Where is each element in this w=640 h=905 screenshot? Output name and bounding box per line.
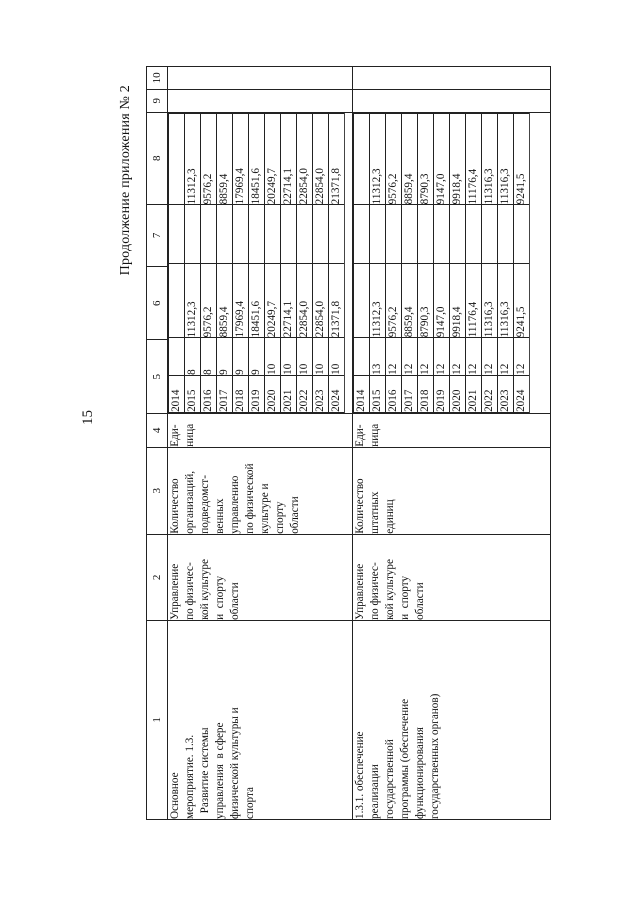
header-cell: 8 (147, 112, 168, 204)
count-cell: 12 (450, 338, 466, 376)
text-line: 1.3.1. обеспечение (354, 731, 366, 819)
year-cell: 2020 (450, 375, 466, 412)
amount-total-cell: 9918,4 (450, 113, 466, 205)
count-cell: 12 (434, 338, 450, 376)
year-row (434, 113, 450, 412)
amount-cell: 22854,0 (313, 264, 329, 338)
count-cell (169, 338, 185, 376)
year-row (386, 113, 402, 412)
text-line: кой культуре (199, 559, 211, 620)
col7-cell (450, 205, 466, 264)
responsible-cell (168, 534, 353, 620)
text-line: программы (обеспечение (399, 698, 411, 819)
count-cell: 12 (482, 338, 498, 376)
text-line: реализации (369, 764, 381, 819)
text-line: подведомст- (199, 475, 211, 534)
col7-cell (402, 205, 418, 264)
amount-total-cell: 22714,1 (281, 113, 297, 205)
unit-cell (353, 413, 551, 447)
year-row (354, 113, 370, 412)
col7-cell (329, 205, 345, 264)
amount-cell: 9147,0 (434, 264, 450, 338)
year-row (281, 113, 297, 412)
header-cell: 6 (147, 267, 168, 340)
header-cell: 2 (147, 534, 168, 620)
year-cell: 2019 (249, 375, 265, 412)
col7-cell (249, 205, 265, 264)
header-cell: 5 (147, 340, 168, 413)
year-row (265, 113, 281, 412)
amount-cell: 8859,4 (217, 264, 233, 338)
year-cell: 2024 (514, 375, 530, 412)
continuation-caption: Продолжение приложения № 2 (118, 85, 133, 276)
col7-cell (297, 205, 313, 264)
text-line: спорта (244, 787, 256, 819)
col7-cell (201, 205, 217, 264)
count-cell: 12 (418, 338, 434, 376)
year-cell: 2021 (281, 375, 297, 412)
amount-cell: 11316,3 (482, 264, 498, 338)
text-line: кой культуре (384, 559, 396, 620)
count-cell: 10 (281, 338, 297, 376)
col7-cell (370, 205, 386, 264)
text-line: государственной (384, 739, 396, 819)
amount-cell: 22714,1 (281, 264, 297, 338)
amount-total-cell (169, 113, 185, 205)
values-cell (168, 112, 353, 413)
amount-total-cell: 9576,2 (201, 113, 217, 205)
text-line: культуре и (259, 483, 271, 534)
year-row (313, 113, 329, 412)
text-line: Управление (169, 563, 181, 620)
amount-total-cell: 17969,4 (233, 113, 249, 205)
amount-total-cell: 21371,8 (329, 113, 345, 205)
col7-cell (514, 205, 530, 264)
year-cell: 2018 (233, 375, 249, 412)
responsible-cell (353, 534, 551, 620)
year-cell: 2015 (370, 375, 386, 412)
year-cell: 2021 (466, 375, 482, 412)
year-row (514, 113, 530, 412)
amount-cell (354, 264, 370, 338)
year-cell: 2024 (329, 375, 345, 412)
header-cell: 7 (147, 204, 168, 266)
amount-cell: 9241,5 (514, 264, 530, 338)
text-line: Управление (354, 563, 366, 620)
col7-cell (281, 205, 297, 264)
amount-total-cell: 8790,3 (418, 113, 434, 205)
amount-cell: 11312,3 (370, 264, 386, 338)
values-subtable (168, 113, 345, 413)
amount-total-cell: 18451,6 (249, 113, 265, 205)
col7-cell (386, 205, 402, 264)
year-row (482, 113, 498, 412)
col7-cell (466, 205, 482, 264)
text-line: штатных (369, 491, 381, 534)
count-cell: 10 (265, 338, 281, 376)
amount-total-cell: 22854,0 (297, 113, 313, 205)
amount-total-cell: 20249,7 (265, 113, 281, 205)
text-line: области (229, 582, 241, 620)
year-row (201, 113, 217, 412)
amount-cell: 8859,4 (402, 264, 418, 338)
year-row (185, 113, 201, 412)
amount-cell: 20249,7 (265, 264, 281, 338)
count-cell: 12 (402, 338, 418, 376)
amount-total-cell (354, 113, 370, 205)
appendix-table (146, 66, 551, 820)
col7-cell (169, 205, 185, 264)
amount-total-cell: 9576,2 (386, 113, 402, 205)
amount-total-cell: 11312,3 (370, 113, 386, 205)
empty-cell (353, 67, 551, 90)
header-cell: 1 (147, 620, 168, 819)
text-line: управлению (229, 475, 241, 534)
count-cell: 10 (313, 338, 329, 376)
text-line: ница (184, 423, 196, 447)
year-cell: 2015 (185, 375, 201, 412)
amount-cell: 11312,3 (185, 264, 201, 338)
year-cell: 2020 (265, 375, 281, 412)
event-name-cell (353, 620, 551, 819)
header-row (147, 67, 168, 820)
count-cell: 12 (514, 338, 530, 376)
year-row (418, 113, 434, 412)
amount-cell: 8790,3 (418, 264, 434, 338)
year-cell: 2023 (313, 375, 329, 412)
col7-cell (233, 205, 249, 264)
count-cell: 8 (185, 338, 201, 376)
amount-total-cell: 11316,3 (482, 113, 498, 205)
text-line: функционирования (414, 727, 426, 819)
header-cell: 4 (147, 413, 168, 447)
event-name-cell (168, 620, 353, 819)
text-line: Развитие системы (199, 727, 211, 819)
col7-cell (498, 205, 514, 264)
col7-cell (217, 205, 233, 264)
text-line: Количество (354, 478, 366, 534)
col7-cell (313, 205, 329, 264)
year-cell: 2022 (297, 375, 313, 412)
amount-total-cell: 8859,4 (402, 113, 418, 205)
empty-cell (168, 89, 353, 112)
year-cell: 2016 (201, 375, 217, 412)
text-line: по физичес- (369, 562, 381, 620)
text-line: ница (369, 423, 381, 447)
text-line: Основное (169, 772, 181, 819)
amount-cell: 17969,4 (233, 264, 249, 338)
text-line: мероприятие. 1.3. (184, 734, 196, 819)
indicator-cell (168, 447, 353, 534)
amount-total-cell: 11312,3 (185, 113, 201, 205)
indicator-cell (353, 447, 551, 534)
values-subtable (353, 113, 530, 413)
amount-total-cell: 8859,4 (217, 113, 233, 205)
text-line: Еди- (169, 424, 181, 447)
year-row (329, 113, 345, 412)
values-cell (353, 112, 551, 413)
year-row (297, 113, 313, 412)
amount-cell: 9576,2 (201, 264, 217, 338)
text-line: управления в сфере (214, 722, 226, 819)
count-cell: 9 (233, 338, 249, 376)
amount-total-cell: 11316,3 (498, 113, 514, 205)
year-row (466, 113, 482, 412)
amount-cell: 11176,4 (466, 264, 482, 338)
year-cell: 2014 (169, 375, 185, 412)
text-line: области (414, 582, 426, 620)
count-cell: 10 (329, 338, 345, 376)
amount-cell: 22854,0 (297, 264, 313, 338)
amount-total-cell: 9241,5 (514, 113, 530, 205)
amount-cell: 9918,4 (450, 264, 466, 338)
year-row (370, 113, 386, 412)
text-line: и спорту (214, 575, 226, 620)
header-cell: 10 (147, 67, 168, 90)
amount-cell (169, 264, 185, 338)
year-cell: 2022 (482, 375, 498, 412)
col7-cell (185, 205, 201, 264)
year-row (498, 113, 514, 412)
count-cell: 12 (466, 338, 482, 376)
count-cell (354, 338, 370, 376)
text-line: венных (214, 498, 226, 534)
text-line: государственных органов) (429, 693, 441, 819)
col7-cell (434, 205, 450, 264)
table-row (353, 67, 551, 820)
amount-cell: 21371,8 (329, 264, 345, 338)
year-row (169, 113, 185, 412)
text-line: по физичес- (184, 562, 196, 620)
year-cell: 2014 (354, 375, 370, 412)
count-cell: 13 (370, 338, 386, 376)
year-row (249, 113, 265, 412)
text-line: организаций, (184, 470, 196, 534)
amount-cell: 9576,2 (386, 264, 402, 338)
text-line: физической культуры и (229, 707, 241, 819)
count-cell: 9 (249, 338, 265, 376)
text-line: и спорту (399, 575, 411, 620)
year-row (217, 113, 233, 412)
amount-total-cell: 11176,4 (466, 113, 482, 205)
amount-cell: 18451,6 (249, 264, 265, 338)
header-cell: 9 (147, 89, 168, 112)
empty-cell (168, 67, 353, 90)
col7-cell (354, 205, 370, 264)
year-cell: 2016 (386, 375, 402, 412)
year-row (402, 113, 418, 412)
col7-cell (482, 205, 498, 264)
header-cell: 3 (147, 447, 168, 534)
year-cell: 2017 (217, 375, 233, 412)
count-cell: 8 (201, 338, 217, 376)
amount-total-cell: 9147,0 (434, 113, 450, 205)
count-cell: 12 (498, 338, 514, 376)
count-cell: 9 (217, 338, 233, 376)
year-row (450, 113, 466, 412)
year-cell: 2023 (498, 375, 514, 412)
amount-cell: 11316,3 (498, 264, 514, 338)
count-cell: 12 (386, 338, 402, 376)
text-line: спорту (274, 501, 286, 534)
text-line: Количество (169, 478, 181, 534)
text-line: области (289, 496, 301, 534)
year-cell: 2017 (402, 375, 418, 412)
year-cell: 2018 (418, 375, 434, 412)
text-line: Еди- (354, 424, 366, 447)
table-row (168, 67, 353, 820)
unit-cell (168, 413, 353, 447)
year-cell: 2019 (434, 375, 450, 412)
amount-total-cell: 22854,0 (313, 113, 329, 205)
text-line: единиц (384, 499, 396, 534)
empty-cell (353, 89, 551, 112)
col7-cell (265, 205, 281, 264)
col7-cell (418, 205, 434, 264)
year-row (233, 113, 249, 412)
text-line: по физической (244, 463, 256, 534)
page-number: 15 (80, 410, 96, 425)
count-cell: 10 (297, 338, 313, 376)
